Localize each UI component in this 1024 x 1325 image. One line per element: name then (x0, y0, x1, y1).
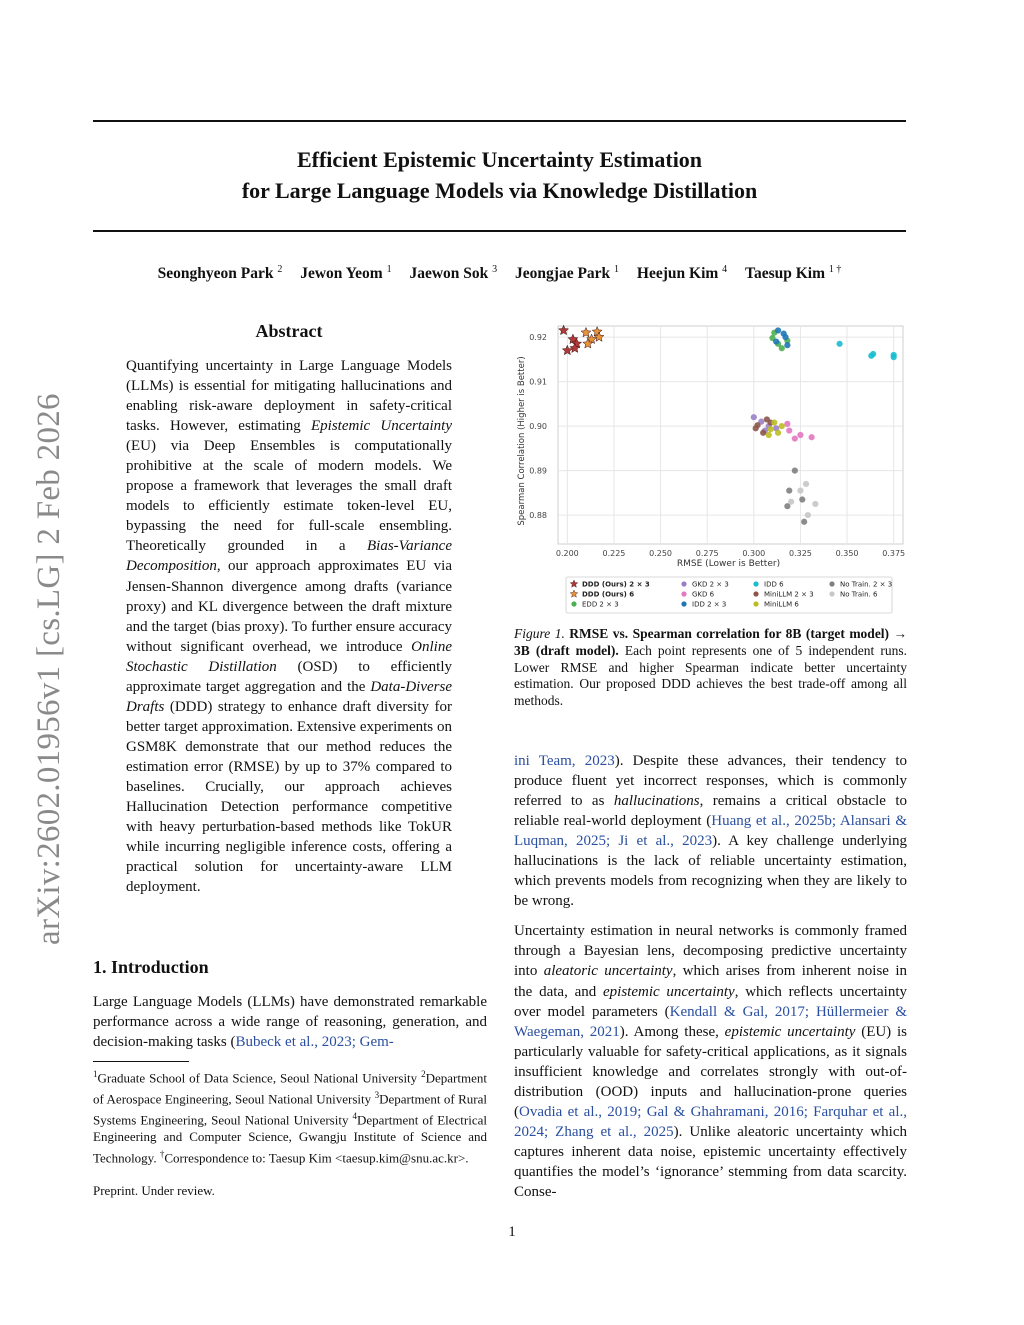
data-point (836, 341, 842, 347)
x-tick-label: 0.375 (882, 549, 906, 558)
emphasis: hallucinations (613, 793, 700, 810)
data-point (751, 414, 757, 420)
data-point (801, 519, 807, 525)
data-point (812, 501, 818, 507)
data-point (786, 427, 792, 433)
author: Heejun Kim $^4$ (636, 264, 728, 283)
data-point (781, 330, 787, 336)
citation-link[interactable]: Ovadia et al., 2019; Gal & Ghahramani, 2016; Farquhar et al., 2024; Zhang et al., 2025 (514, 1103, 907, 1140)
emphasis: aleatoric uncertainty (543, 963, 673, 980)
data-point (753, 425, 759, 431)
emphasis: epistemic uncertainty (724, 1023, 856, 1040)
text-run: (DDD) strategy to enhance draft diversity for better target approximation. Extensive experiments on GSM8K demonstrate that our method reduces the estimation error (RMSE) by up to 37% compared to baselines. Crucially, our approach achieves Hallucination Detection performance competitive with heavy perturbation-based methods like TokUR while incurring negligible inference costs, offering a practical solution for uncertainty-aware LLM deployment. (126, 698, 452, 896)
citation-link[interactable]: ini Team, 2023 (514, 753, 615, 769)
x-axis-label: RMSE (Lower is Better) (676, 559, 781, 569)
author: Jeongjae Park $^1$ (515, 264, 620, 283)
citation-link[interactable]: Huang et al., 2025b; Alansari & Luqman, 2025; Ji et al., 2023 (514, 813, 907, 850)
text-run: , which reflects uncertainty over model parameters ( (514, 983, 908, 1020)
title-bottom-rule (93, 230, 906, 232)
text-run: (EU) via Deep Ensembles is computationally prohibitive at the scale of modern models. We propose a framework that leverages the small draft models to efficiently estimate token-level EU, bypassing the need for full-scale ensembling. Theoretically grounded in a (126, 438, 452, 555)
text-run: Uncertainty estimation in neural networks is commonly framed through a Bayesian lens, decomposing predictive uncertainty into (514, 923, 907, 980)
emphasis: Bias-Variance Decomposition (126, 538, 452, 575)
footnote-marker: † (159, 1148, 165, 1159)
data-point (775, 327, 781, 333)
text-run: ). A key challenge underlying hallucinations is the lack of reliable uncertainty estimation, which prevents models from recognizing when they are likely to be wrong. (514, 833, 907, 910)
caption-bold: RMSE vs. Spearman correlation for 8B (target model) → 3B (draft model). (514, 626, 908, 658)
text-run: ). Unlike aleatoric uncertainty which captures inherent data noise, epistemic uncertainty effectively quantifies the model’s ‘ignorance’ stemming from data scarcity. Conse- (514, 1123, 907, 1200)
data-point (792, 435, 798, 441)
intro-right-column (514, 751, 907, 1212)
legend-marker (753, 581, 758, 586)
x-tick-label: 0.250 (649, 549, 673, 558)
legend-marker (681, 591, 686, 596)
data-point (805, 512, 811, 518)
x-tick-label: 0.225 (602, 549, 626, 558)
text-run: Large Language Models (LLMs) have demonstrated remarkable performance across a wide range of reasoning, generation, and decision-making tasks ( (93, 994, 487, 1050)
text-run: Correspondence to: Taesup Kim <taesup.kim@snu.ac.kr>. (164, 1150, 469, 1166)
arxiv-stamp: arXiv:2602.01956v1 [cs.LG] 2 Feb 2026 (31, 393, 67, 945)
data-point (775, 430, 781, 436)
text-run: (EU) is particularly valuable for safety-critical applications, as it signals insufficient knowledge and correlates strongly with out-of-distribution (OOD) inputs and hallucination-prone queries ( (514, 1023, 907, 1120)
section-heading-introduction: 1. Introduction (93, 957, 209, 977)
text-run: , our approach approximates EU via Jensen-Shannon divergence among drafts (variance proxy) and KL divergence between the draft mixture and the target (bias proxy). To further ensure accuracy without significant overhead, we introduce (126, 558, 452, 655)
data-point (788, 499, 794, 505)
caption-rest: Each point represents one of 5 independent runs. Lower RMSE and higher Spearman indicate better uncertainty estimation. Our proposed DDD achieves the best trade-off among all methods. (514, 642, 908, 709)
legend-marker (753, 601, 758, 606)
paper-title (93, 144, 906, 206)
x-tick-label: 0.325 (788, 549, 812, 558)
citation-link[interactable]: Kendall & Gal, 2017; Hüllermeier & Waegeman, 2021 (514, 1003, 908, 1040)
page-number: 1 (508, 1224, 516, 1240)
title-line-2: for Large Language Models via Knowledge Distillation (241, 178, 758, 203)
intro-paragraph-2 (514, 921, 907, 1202)
emphasis: Epistemic Uncertainty (311, 418, 453, 435)
legend-marker (829, 591, 834, 596)
data-point (803, 481, 809, 487)
citation-link[interactable]: Bubeck et al., 2023; Gem- (235, 1034, 394, 1050)
title-line-1: Efficient Epistemic Uncertainty Estimation (296, 147, 703, 172)
legend-label: IDD 2 × 3 (692, 600, 727, 609)
legend-label: EDD 2 × 3 (582, 600, 619, 609)
y-axis-label: Spearman Correlation (Higher is Better) (517, 356, 527, 526)
legend-label: MiniLLM 2 × 3 (764, 590, 814, 599)
legend-label: No Train. 2 × 3 (840, 580, 893, 589)
text-run: (OSD) to efficiently approximate target aggregation and the (126, 658, 453, 695)
text-run: Graduate School of Data Science, Seoul National University (97, 1070, 422, 1086)
data-point (784, 421, 790, 427)
legend-label: DDD (Ours) 2 × 3 (582, 580, 650, 589)
data-point (764, 416, 770, 422)
footnote-rule (93, 1061, 189, 1062)
data-point (779, 345, 785, 351)
author: Jewon Yeom $^1$ (300, 264, 392, 283)
data-point (760, 430, 766, 436)
title-top-rule (93, 120, 906, 122)
text-run: ). Despite these advances, their tendency to produce fluent yet incorrect responses, which is commonly referred to as (514, 753, 907, 810)
legend-label: MiniLLM 6 (764, 600, 799, 609)
legend-marker (681, 601, 686, 606)
preprint-note: Preprint. Under review. (93, 1183, 215, 1198)
text-run: Department of Aerospace Engineering, Seoul National University (93, 1070, 487, 1107)
text-run: ). Among these, (619, 1023, 725, 1040)
intro-paragraph-left (93, 992, 487, 1052)
y-tick-label: 0.91 (529, 377, 547, 387)
abstract-heading: Abstract (255, 321, 323, 341)
intro-paragraph-1 (514, 751, 907, 911)
legend-label: GKD 2 × 3 (692, 580, 729, 589)
text-run: , which arises from inherent noise in the data, and (514, 963, 907, 1000)
data-point (786, 488, 792, 494)
legend-label: DDD (Ours) 6 (582, 590, 635, 599)
data-point (797, 432, 803, 438)
x-tick-label: 0.350 (835, 549, 859, 558)
figure-caption (514, 626, 907, 710)
footnotes (93, 1066, 487, 1167)
y-tick-label: 0.88 (529, 511, 547, 521)
legend-marker (829, 581, 834, 586)
x-tick-label: 0.200 (555, 549, 579, 558)
legend-label: GKD 6 (692, 590, 715, 599)
legend-label: No Train. 6 (840, 590, 878, 599)
plot-frame (558, 326, 903, 544)
x-tick-label: 0.300 (742, 549, 766, 558)
x-tick-label: 0.275 (695, 549, 719, 558)
caption-label: Figure 1. (514, 626, 565, 641)
footnote-marker: 3 (374, 1090, 380, 1101)
text-run: Department of Rural Systems Engineering, Seoul National University (93, 1091, 488, 1128)
legend-label: IDD 6 (764, 580, 784, 589)
legend-marker (753, 591, 758, 596)
author: Taesup Kim $^{1 \dagger}$ (745, 264, 842, 283)
text-run: Quantifying uncertainty in Large Language Models (LLMs) is essential for mitigating hallucinations and enabling risk-aware deployment in safety-critical tasks. However, estimating (126, 358, 452, 435)
y-tick-label: 0.92 (529, 333, 547, 343)
abstract-body (126, 356, 452, 897)
text-run: , remains a critical obstacle to reliable real-world deployment ( (514, 793, 907, 830)
emphasis: Online Stochastic Distillation (126, 638, 452, 675)
emphasis: epistemic uncertainty (603, 983, 735, 1000)
data-point (767, 426, 773, 432)
footnote-marker: 2 (421, 1069, 426, 1079)
author: Seonghyeon Park $^2$ (157, 264, 283, 283)
data-point (868, 353, 874, 359)
figure-1 (513, 322, 906, 616)
emphasis: Data-Diverse Drafts (126, 678, 452, 715)
legend-marker (571, 601, 576, 606)
footnote-marker: 4 (352, 1111, 357, 1122)
data-point (792, 467, 798, 473)
y-tick-label: 0.89 (529, 466, 547, 476)
data-point (809, 434, 815, 440)
author: Jaewon Sok $^3$ (409, 264, 498, 283)
data-point (891, 354, 897, 360)
scatter-chart (513, 322, 906, 616)
y-tick-label: 0.90 (529, 422, 547, 432)
author-list (93, 264, 906, 283)
data-point (779, 423, 785, 429)
data-point (771, 419, 777, 425)
data-point (799, 496, 805, 502)
data-point (797, 488, 803, 494)
legend-marker (681, 581, 686, 586)
text-run: Department of Electrical Engineering and Computer Science, Gwangju Institute of Science and Technology. (93, 1112, 487, 1166)
data-point (773, 338, 779, 344)
data-point (766, 432, 772, 438)
data-point (784, 342, 790, 348)
footnote-marker: 1 (93, 1069, 98, 1079)
